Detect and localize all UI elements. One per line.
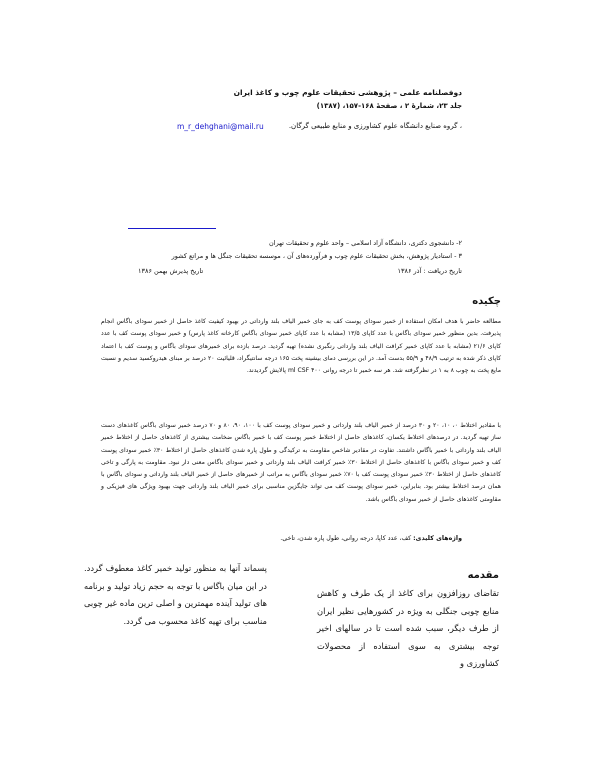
dates-row [138, 267, 462, 275]
author-affiliation-2: ۲- دانشجوی دکتری، دانشگاه آزاد اسلامی – واحد علوم و تحقیقات تهران [269, 239, 462, 247]
footnote-separator [128, 228, 216, 229]
author-affiliation-1: ، گروه صنایع دانشگاه علوم کشاورزی و منابع طبیعی گرگان. [288, 122, 462, 130]
introduction-heading: مقدمه [467, 570, 499, 581]
keywords-line [280, 535, 462, 542]
abstract-paragraph-1: مطالعه حاضر با هدف امکان استفاده از خمیر سودای پوست کف به جای خمیر الیاف بلند وارداتی در بهبود کیفیت کاغذ حاصل از خمیر سودای باگاس انجام پذیرفت. بدین منظور خمیر سودای باگاس با عدد کاپای ۱۳/۵ (مشابه با عدد کاپای خمیر سودای باگاس کارخانه کاغذ پارس) و خمیر سودای پوست کف با عدد کاپای ۲۱/۶ (مشابه با عدد کاپای خمیر کرافت الیاف بلند وارداتی رنگبری نشده) تهیه گردید. درصد بازده برای خمیرهای سودای باگاس و پوست کف با اعتماد کاپای ذکر شده به ترتیب ۴۸/۹ و ۵۵/۹ بدست آمد. در این بررسی دمای بیشینه پخت ۱۶۵ درجه سانتیگراد، قلیائیت ۲۰ درصد بر مبنای هیدروکسید سدیم و نسبت مایع پخت به چوب ۸ به ۱ در نظرگرفته شد. هر سه خمیر تا درجه روانی ml CSF ۴۰۰ پالایش گردیدند. [101, 318, 502, 375]
accepted-date: تاریخ پذیرش بهمن ۱۳۸۶ [138, 267, 204, 275]
introduction-column-left: پسماند آنها به منظور تولید خمیر کاغذ معطوف گردد. در این میان باگاس با توجه به حجم زیاد تولید و برنامه های تولید آینده مهمترین و اصلی ترین ماده غیر چوبی مناسب برای تهیه کاغذ محسوب می گردد. [84, 563, 267, 626]
email-link[interactable]: m_r_dehghani@mail.ru [177, 122, 264, 131]
keywords-value: کف، عدد کاپا، درجه روانی، طول پاره شدن، تاخی. [280, 535, 414, 542]
introduction-column-right: تقاضای روزافزون برای کاغذ از یک طرف و کاهش منابع چوبی جنگلی به ویژه در کشورهایی نظیر ایران از طرف دیگر، سبب شده است تا در سالهای اخیر توجه بیشتری به سوی استفاده از محصولات کشاورزی و [317, 588, 499, 668]
abstract-heading: چکیده [472, 296, 501, 307]
received-date: تاریخ دریافت : آذر ۱۳۸۶ [397, 267, 462, 275]
volume-info: جلد ۲۳، شمارهٔ ۲ ، صفحهٔ ۱۶۸-۱۵۷، (۱۳۸۷) [316, 102, 462, 110]
author-affiliation-3: ۳ - استادیار پژوهش، بخش تحقیقات علوم چوب و فرآورده‌های آن ، موسسه تحقیقات جنگل ها و مراتع کشور [171, 252, 462, 260]
journal-title: دوفصلنامه علمی – پژوهشی تحقیقات علوم چوب و کاغذ ایران [233, 88, 462, 97]
abstract-paragraph-2: با مقادیر اختلاط ۰، ۱۰، ۲۰ و ۳۰ درصد از خمیر الیاف بلند وارداتی و خمیر سودای پوست کف با ۱۰۰، ۹۰، ۸۰ و ۷۰ درصد خمیر سودای باگاس کاغذهای دست ساز تهیه گردید. در درصدهای اختلاط یکسان، کاغذهای حاصل از اختلاط خمیر پوست کف با خمیر باگاس ضخامت بیشتری از کاغذهای حاصل از اختلاط خمیر الیاف بلند وارداتی با خمیر باگاس داشتند. تفاوت در مقادیر شاخص مقاومت به ترکیدگی و طول پاره شدن کاغذهای حاصل از اختلاط ۳۰٪ خمیر سودای پوست کف و خمیر سودای باگاس با کاغذهای حاصل از اختلاط ۳۰٪ خمیر کرافت الیاف بلند وارداتی و خمیر سودای باگاس معنی دار نبود. مقاومت به پارگی و تاخی کاغذهای حاصل از اختلاط ۳۰٪ خمیر سودای پوست کف با ۷۰٪ خمیر سودای باگاس به مراتب از خمیرهای حاصل از خمیر الیاف بلند وارداتی و سودای باگاس با همان درصد اختلاط بیشتر بود. بنابراین، خمیر سودای پوست کف می تواند جایگزین مناسبی برای خمیر الیاف بلند وارداتی جهت بهبود ویژگی های فیزیکی و مقاومتی کاغذهای حاصل از خمیر سودای باگاس باشد. [101, 422, 501, 503]
keywords-label: واژه‌های کلیدی: [413, 535, 462, 542]
